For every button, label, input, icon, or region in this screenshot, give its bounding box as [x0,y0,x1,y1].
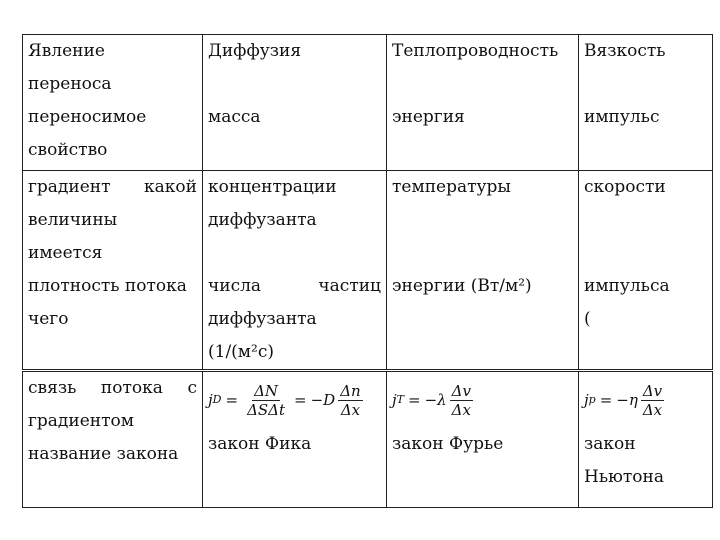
cell-text: связь потока с [28,378,197,398]
cell-text: плотность потока [28,276,187,296]
cell-gradient-label [23,171,203,371]
cell-heat-gradient [387,171,579,371]
cell-text: свойство [28,140,108,160]
cell-text: Явление [28,41,105,61]
cell-text: масса [208,107,261,127]
cell-text: Диффузия [208,41,302,61]
cell-text: градиентом [28,411,134,431]
cell-phenomenon-header [23,35,203,171]
cell-text: ( [584,309,591,329]
table-row [23,171,713,371]
cell-text: чего [28,309,69,329]
cell-fick-law [203,371,387,508]
cell-text: величины [28,210,118,230]
newton-formula: j p = −η $\frac{\Delta v}{\Delta x}$ [584,381,663,419]
fick-formula: j D = $\frac{\Delta N}{\text{ΔSΔt}}$ = −D $\frac{\Delta n}{\Delta x}$ [208,381,361,419]
cell-text: градиент какой [28,177,197,197]
table-row [23,35,713,171]
cell-text: название закона [28,444,179,464]
transport-phenomena-table [22,34,713,508]
cell-text: диффузанта [208,210,317,230]
cell-viscosity-gradient [579,171,713,371]
cell-text: скорости [584,177,666,197]
cell-text: Вязкость [584,41,666,61]
cell-diffusion-gradient [203,171,387,371]
cell-text: импульса [584,276,670,296]
law-name: закон Фурье [392,434,504,454]
law-name: Ньютона [584,467,664,487]
cell-text: диффузанта [208,309,317,329]
cell-text: переносимое [28,107,147,127]
fourier-formula: j T = −λ $\frac{\Delta v}{\Delta x}$ [392,381,471,419]
cell-text: Теплопроводность [392,41,559,61]
cell-text: имеется [28,243,103,263]
cell-text: переноса [28,74,112,94]
cell-text: числа частиц [208,276,381,296]
law-name: закон [584,434,636,454]
cell-law-label [23,371,203,508]
cell-text: импульс [584,107,660,127]
cell-viscosity-header [579,35,713,171]
cell-diffusion-header [203,35,387,171]
table-row [23,371,713,508]
cell-heat-conduction-header [387,35,579,171]
cell-text: температуры [392,177,511,197]
cell-text: энергии (Вт/м²) [392,276,532,296]
law-name: закон Фика [208,434,312,454]
cell-text: (1/(м²с) [208,342,274,362]
cell-text: концентрации [208,177,337,197]
cell-text: энергия [392,107,465,127]
cell-newton-law [579,371,713,508]
cell-fourier-law [387,371,579,508]
